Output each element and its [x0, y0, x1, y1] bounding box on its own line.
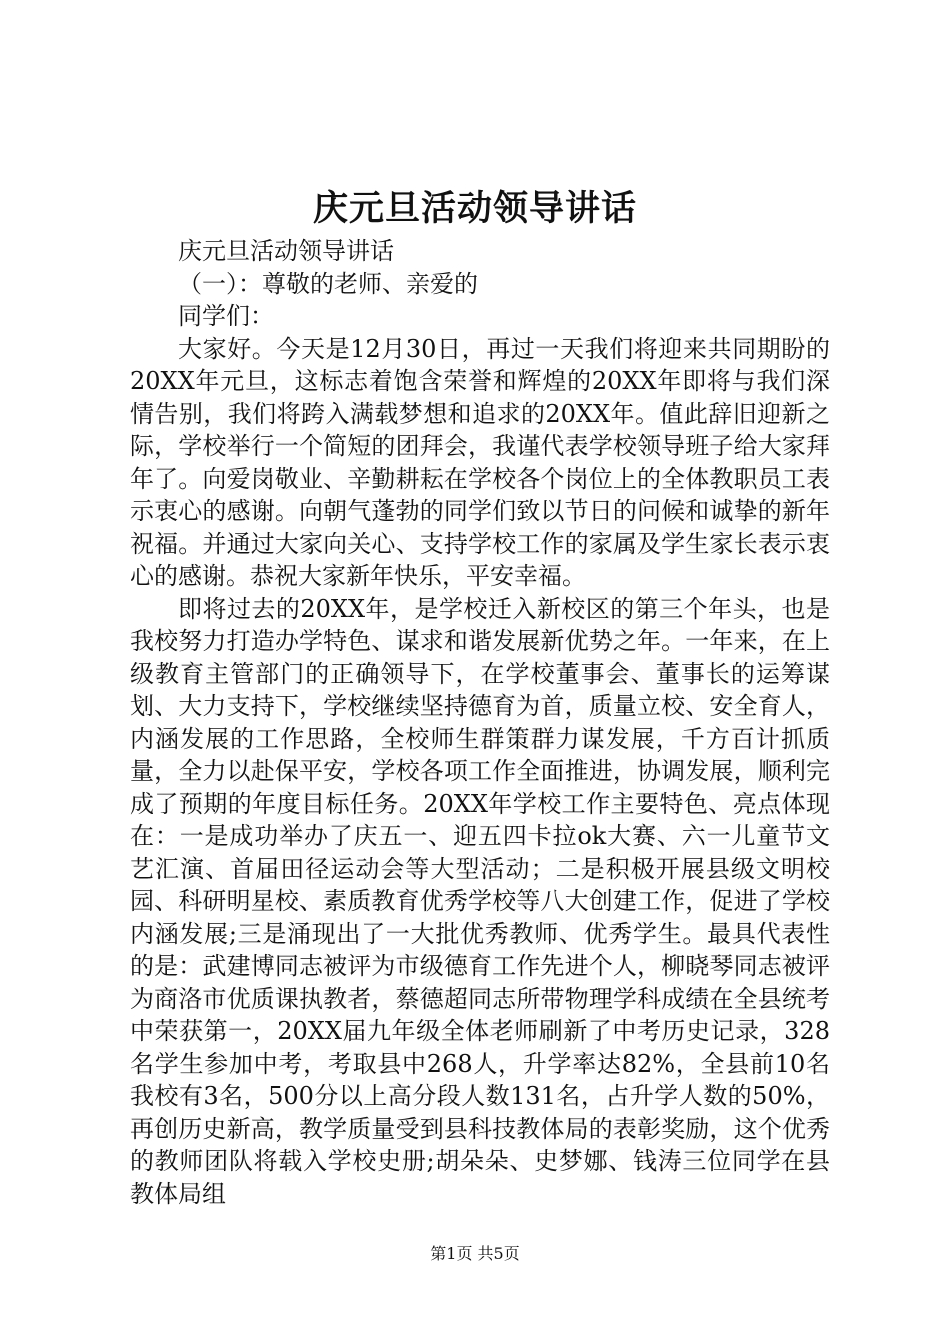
paragraph-review: 即将过去的20XX年，是学校迁入新校区的第三个年头，也是我校努力打造办学特色、谋求和谐发展新优势之年。一年来，在上级教育主管部门的正确领导下，在学校董事会、董事长的运筹谋划、大力支持下，学校继续坚持德育为首，质量立校、安全育人，内涵发展的工作思路，全校师生群策群力谋发展，千方百计抓质量，全力以赴保平安，学校各项工作全面推进，协调发展，顺利完成了预期的年度目标任务。20XX年学校工作主要特色、亮点体现在：一是成功举办了庆五一、迎五四卡拉ok大赛、六一儿童节文艺汇演、首届田径运动会等大型活动；二是积极开展县级文明校园、科研明星校、素质教育优秀学校等八大创建工作，促进了学校内涵发展;三是涌现出了一大批优秀教师、优秀学生。最具代表性的是：武建博同志被评为市级德育工作先进个人，柳晓琴同志被评为商洛市优质课执教者，蔡德超同志所带物理学科成绩在全县统考中荣获第一，20XX届九年级全体老师刷新了中考历史记录，328名学生参加中考，考取县中268人，升学率达82%，全县前10名我校有3名，500分以上高分段人数131名，占升学人数的50%，再创历史新高，教学质量受到县科技教体局的表彰奖励，这个优秀的教师团队将载入学校史册;胡朵朵、史梦娜、钱涛三位同学在县教体局组	[130, 594, 830, 1208]
paragraph-salutation-part2: 同学们：	[178, 302, 274, 330]
paragraph-salutation-part1: （一）：尊敬的老师、亲爱的	[178, 269, 478, 298]
document-body	[130, 235, 830, 1210]
paragraph-heading: 庆元旦活动领导讲话	[178, 237, 394, 265]
page-footer: 第1页 共5页	[430, 1244, 520, 1263]
document-title: 庆元旦活动领导讲话	[312, 188, 637, 229]
paragraph-greeting: 大家好。今天是12月30日，再过一天我们将迎来共同期盼的20XX年元旦，这标志着饱含荣誉和辉煌的20XX年即将与我们深情告别，我们将跨入满载梦想和追求的20XX年。值此辞旧迎新之际，学校举行一个简短的团拜会，我谨代表学校领导班子给大家拜年了。向爱岗敬业、辛勤耕耘在学校各个岗位上的全体教职员工表示衷心的感谢。向朝气蓬勃的同学们致以节日的问候和诚挚的新年祝福。并通过大家向关心、支持学校工作的家属及学生家长表示衷心的感谢。恭祝大家新年快乐，平安幸福。	[130, 334, 830, 590]
